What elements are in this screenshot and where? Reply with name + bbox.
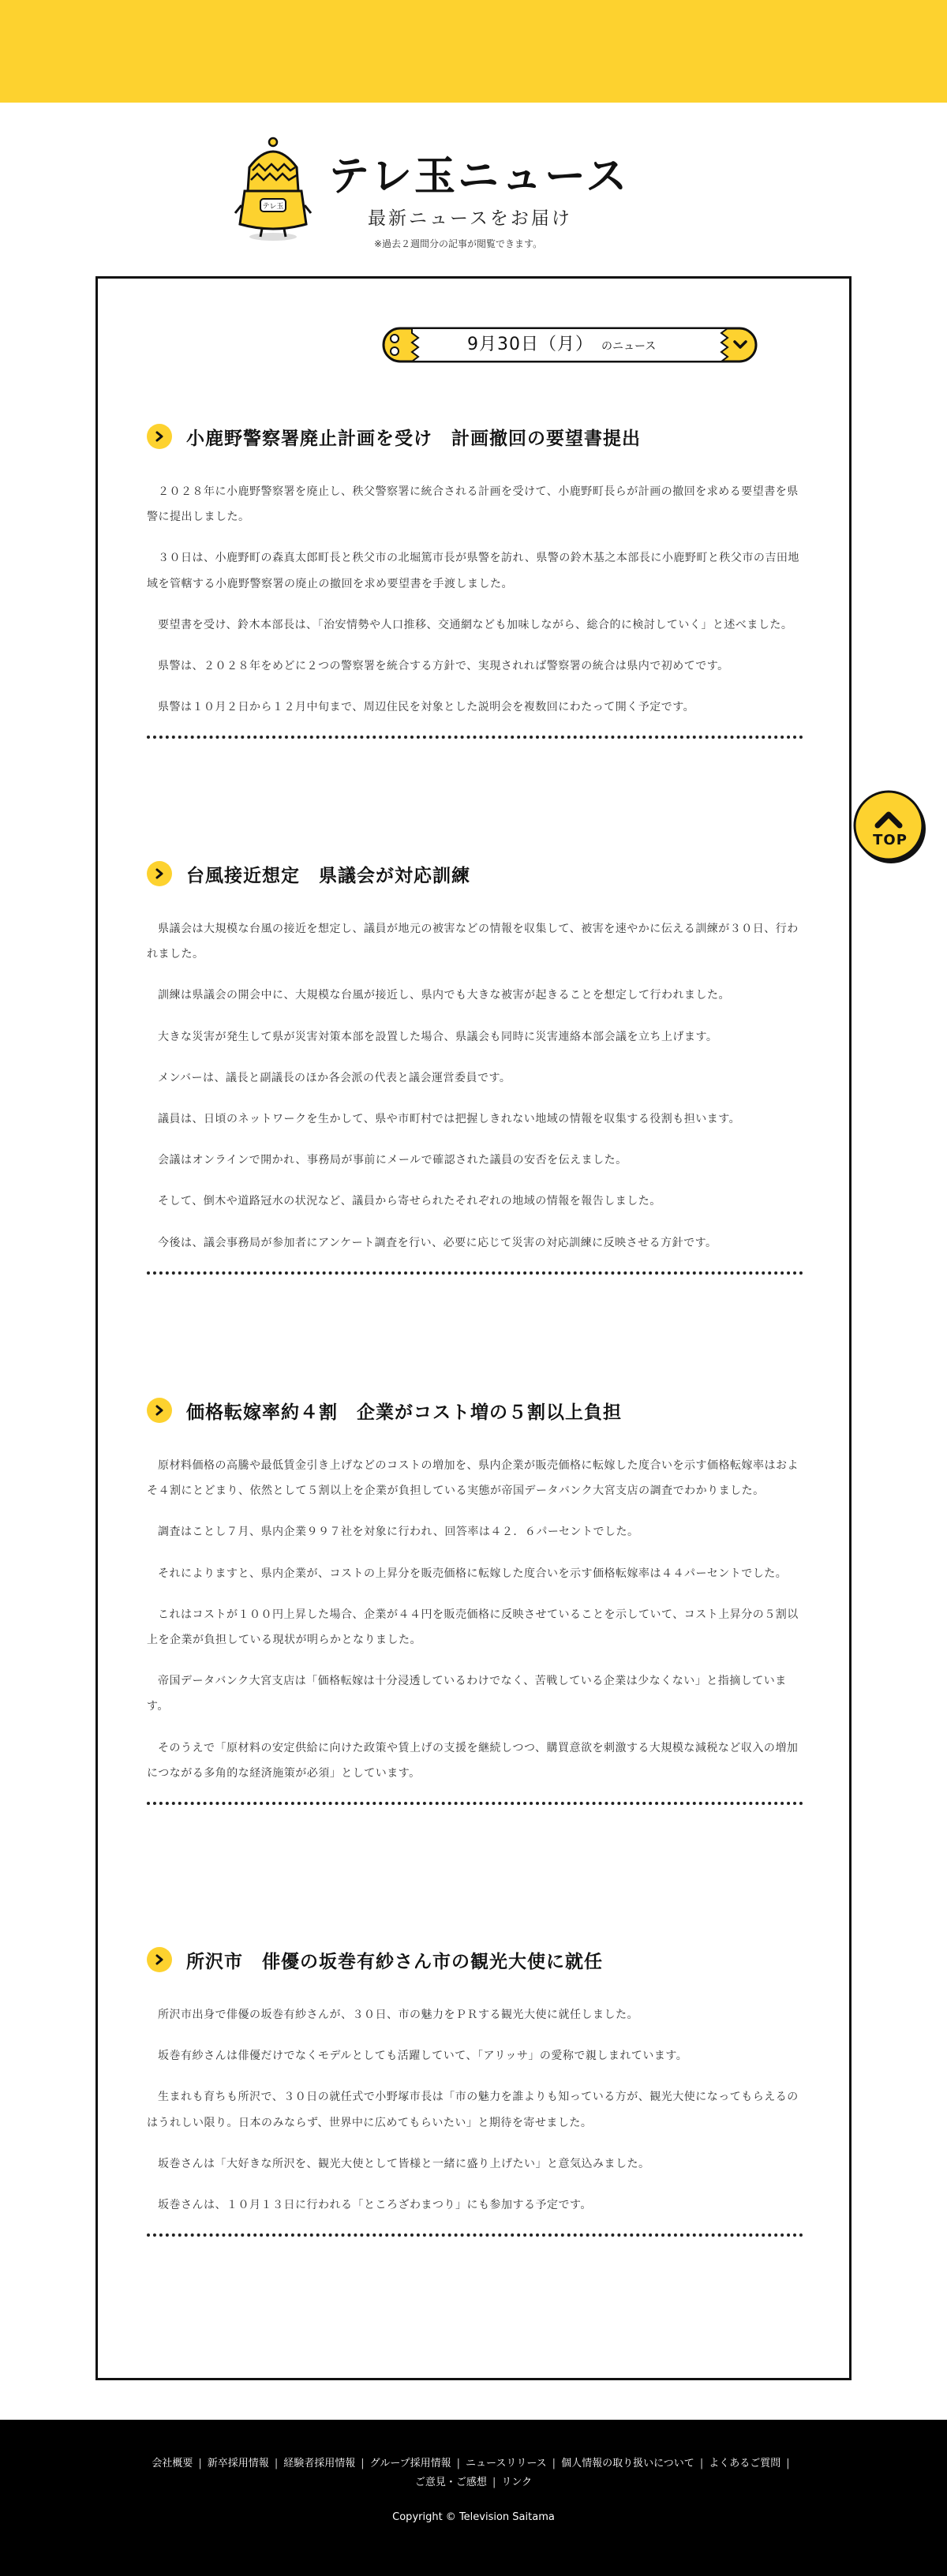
- footer-links: [118, 2454, 829, 2492]
- article-title[interactable]: 小鹿野警察署廃止計画を受け 計画撤回の要望書提出: [186, 428, 641, 449]
- article-title[interactable]: 台風接近想定 県議会が対応訓練: [186, 865, 470, 886]
- back-to-top-button[interactable]: [852, 789, 928, 865]
- article-paragraph: 会議はオンラインで開かれ、事務局が事前にメールで確認された議員の安否を伝えました。: [158, 1154, 627, 1167]
- footer-separator: |: [198, 2458, 202, 2469]
- article-body: [147, 479, 803, 720]
- footer-separator: |: [361, 2458, 365, 2469]
- article-divider: [147, 2233, 803, 2237]
- article-title-row[interactable]: [147, 858, 803, 889]
- mascot-badge: テレ玉: [262, 203, 284, 211]
- news-article: [147, 1944, 803, 2237]
- article-paragraph: 坂巻さんは、１０月１３日に行われる「ところざわまつり」にも参加する予定です。: [158, 2198, 592, 2211]
- article-paragraph: そのうえで「原材料の安定供給に向けた政策や賃上げの支援を継続しつつ、購買意欲を刺激する大規模な減税など収入の増加につながる多角的な経済施策が必須」としています。: [147, 1741, 799, 1780]
- article-paragraph: 調査はことし７月、県内企業９９７社を対象に行われ、回答率は４２．６パーセントでした。: [158, 1526, 639, 1539]
- article-paragraph: 大きな災害が発生して県が災害対策本部を設置した場合、県議会も同時に災害連絡本部会議を立ち上げます。: [158, 1030, 718, 1043]
- article-paragraph: 所沢市出身で俳優の坂巻有紗さんが、３０日、市の魅力をＰＲする観光大使に就任しました。: [158, 2009, 638, 2021]
- footer-separator: |: [699, 2458, 704, 2469]
- article-body: [147, 1453, 803, 1786]
- news-frame: [95, 276, 852, 2380]
- date-label: [467, 335, 656, 355]
- article-paragraph: 議員は、日頃のネットワークを生かして、県や市町村では把握しきれない地域の情報を収集する役割も担います。: [158, 1112, 741, 1125]
- footer-link-group-recruit[interactable]: グループ採用情報: [369, 2458, 451, 2469]
- footer-separator: |: [492, 2477, 496, 2488]
- top-button-label: TOP: [873, 832, 908, 848]
- copyright: Copyright © Television Saitama: [392, 2511, 555, 2523]
- site-logo-title[interactable]: テレ玉ニュース: [328, 153, 630, 200]
- site-footer: [0, 2420, 947, 2576]
- chevron-right-icon: [147, 1947, 172, 1972]
- footer-separator: |: [552, 2458, 556, 2469]
- mascot-icon: [234, 136, 313, 242]
- article-paragraph: 原材料価格の高騰や最低賃金引き上げなどのコストの増加を、県内企業が販売価格に転嫁した度合いを示す価格転嫁率はおよそ４割にとどまり、依然として５割以上を企業が負担している実態が帝国データバンク大宮支店の調査でわかりました。: [147, 1459, 799, 1498]
- article-paragraph: 帝国データバンク大宮支店は「価格転嫁は十分浸透しているわけでなく、苦戦している企業は少なくない」と指摘しています。: [147, 1675, 787, 1713]
- article-paragraph: 県議会は大規模な台風の接近を想定し、議員が地元の被害などの情報を収集して、被害を速やかに伝える訓練が３０日、行われました。: [147, 923, 799, 961]
- chevron-right-icon: [147, 861, 172, 886]
- footer-link-feedback[interactable]: ご意見・ご感想: [414, 2477, 487, 2488]
- article-body: [147, 916, 803, 1256]
- site-subtitle: 最新ニュースをお届け: [368, 208, 572, 229]
- footer-separator: |: [456, 2458, 460, 2469]
- article-paragraph: これはコストが１００円上昇した場合、企業が４４円を販売価格に反映させていることを示していて、コスト上昇分の５割以上を企業が負担している現状が明らかとなりました。: [147, 1608, 799, 1646]
- chevron-right-icon: [147, 424, 172, 449]
- article-title-row[interactable]: [147, 1395, 803, 1426]
- chevron-down-icon[interactable]: [732, 337, 748, 353]
- news-article: [147, 1395, 803, 1805]
- footer-link-news-release[interactable]: ニュースリリース: [465, 2458, 547, 2469]
- article-paragraph: 坂巻有紗さんは俳優だけでなくモデルとしても活躍していて、「アリッサ」の愛称で親しまれています。: [158, 2050, 688, 2063]
- article-paragraph: ３０日は、小鹿野町の森真太郎町長と秩父市の北堀篤市長が県警を訪れ、県警の鈴木基之本部長に小鹿野町と秩父市の吉田地域を管轄する小鹿野警察署の廃止の撤回を求め要望書を手渡しました。: [147, 552, 799, 590]
- article-paragraph: ２０２８年に小鹿野警察署を廃止し、秩父警察署に統合される計画を受けて、小鹿野町長らが計画の撤回を求める要望書を県警に提出しました。: [147, 485, 799, 524]
- article-paragraph: 県警は１０月２日から１２月中旬まで、周辺住民を対象とした説明会を複数回にわたって開く予定です。: [158, 701, 695, 714]
- article-title[interactable]: 所沢市 俳優の坂巻有紗さん市の観光大使に就任: [186, 1951, 603, 1972]
- archive-note: ※過去２週間分の記事が閲覧できます。: [374, 238, 543, 249]
- top-color-bar: [0, 0, 947, 103]
- footer-link-links[interactable]: リンク: [501, 2477, 533, 2488]
- top-button-shape: [852, 789, 928, 865]
- article-paragraph: 県警は、２０２８年をめどに２つの警察署を統合する方針で、実現されれば警察署の統合は県内で初めてです。: [158, 659, 729, 672]
- date-selector[interactable]: [380, 326, 759, 364]
- article-paragraph: それによりますと、県内企業が、コストの上昇分を販売価格に転嫁した度合いを示す価格転嫁率は４４パーセントでした。: [158, 1567, 788, 1580]
- article-divider: [147, 736, 803, 739]
- footer-link-company[interactable]: 会社概要: [152, 2458, 193, 2469]
- article-paragraph: そして、倒木や道路冠水の状況など、議員から寄せられたそれぞれの地域の情報を報告しました。: [158, 1195, 661, 1208]
- footer-link-new-grad-recruit[interactable]: 新卒採用情報: [207, 2458, 269, 2469]
- chevron-right-icon: [147, 1398, 172, 1423]
- date-suffix: のニュース: [601, 340, 657, 353]
- article-paragraph: 生まれも育ちも所沢で、３０日の就任式で小野塚市長は「市の魅力を誰よりも知っている方が、観光大使になってもらえるのはうれしい限り。日本のみならず、世界中に広めてもらいたい」と期待を寄せました。: [147, 2091, 799, 2129]
- news-article: [147, 858, 803, 1275]
- article-body: [147, 2002, 803, 2218]
- article-paragraph: 坂巻さんは「大好きな所沢を、観光大使として皆様と一緒に盛り上げたい」と意気込みました。: [158, 2157, 650, 2170]
- footer-separator: |: [786, 2458, 790, 2469]
- article-divider: [147, 1802, 803, 1805]
- site-header: [0, 134, 947, 260]
- article-paragraph: メンバーは、議長と副議長のほか各会派の代表と議会運営委員です。: [158, 1071, 511, 1084]
- article-title-row[interactable]: [147, 421, 803, 452]
- news-article: [147, 421, 803, 739]
- selected-date: 9月30日（月）: [467, 335, 593, 354]
- footer-link-faq[interactable]: よくあるご質問: [709, 2458, 781, 2469]
- article-paragraph: 訓練は県議会の開会中に、大規模な台風が接近し、県内でも大きな被害が起きることを想定して行われました。: [158, 989, 730, 1002]
- article-paragraph: 要望書を受け、鈴木本部長は、「治安情勢や人口推移、交通網なども加味しながら、総合的に検討していく」と述べました。: [158, 618, 793, 631]
- article-divider: [147, 1271, 803, 1275]
- footer-link-career-recruit[interactable]: 経験者採用情報: [283, 2458, 356, 2469]
- footer-separator: |: [274, 2458, 279, 2469]
- article-paragraph: 今後は、議会事務局が参加者にアンケート調査を行い、必要に応じて災害の対応訓練に反映させる方針です。: [158, 1236, 717, 1249]
- article-title[interactable]: 価格転嫁率約４割 企業がコスト増の５割以上負担: [186, 1402, 622, 1423]
- footer-link-privacy[interactable]: 個人情報の取り扱いについて: [561, 2458, 694, 2469]
- article-title-row[interactable]: [147, 1944, 803, 1975]
